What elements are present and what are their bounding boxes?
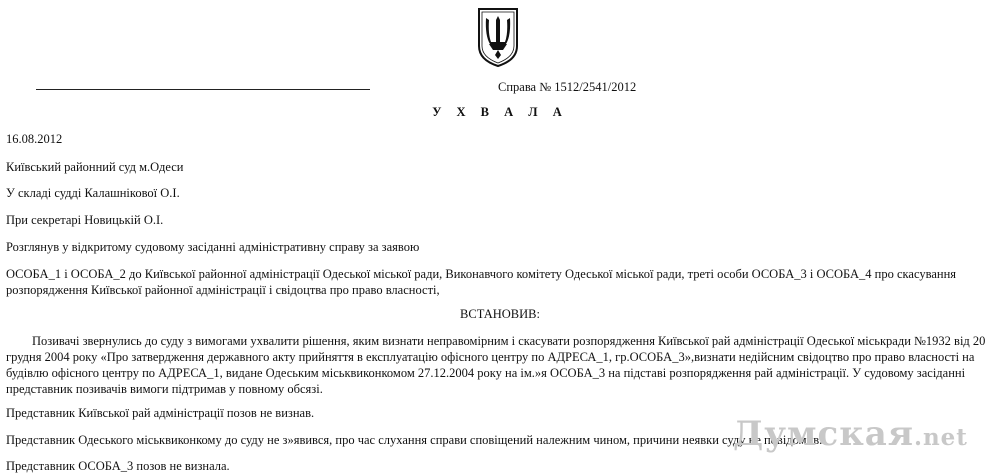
- considered-line: Розглянув у відкритому судовому засіданні адміністративну справу за заявою: [6, 240, 420, 254]
- secretary-line: При секретарі Новицькій О.І.: [6, 213, 164, 227]
- watermark-tld: .net: [913, 424, 968, 451]
- site-watermark: [733, 409, 995, 459]
- document-title: У Х В А Л А: [432, 105, 568, 119]
- watermark-name: Думская: [733, 414, 914, 454]
- court-name: Київський районний суд м.Одеси: [6, 160, 184, 174]
- judge-line: У складі судді Калашнікової О.І.: [6, 186, 180, 200]
- odesa-representative-line: Представник Одеського міськвиконкому до суду не з»явився, про час слухання справи сповіщений належним чином, причини неявки суду не повідомив.: [6, 433, 823, 447]
- decision-date: 16.08.2012: [6, 132, 63, 146]
- kyiv-representative-line: Представник Київської рай адміністрації позов не визнав.: [6, 406, 315, 420]
- header-rule: [36, 89, 370, 90]
- case-number: Справа № 1512/2541/2012: [498, 80, 637, 94]
- established-heading: ВСТАНОВИВ:: [460, 307, 540, 321]
- person3-representative-line: Представник ОСОБА_3 позов не визнала.: [6, 459, 230, 473]
- claimants-paragraph: Позивачі звернулись до суду з вимогами ухвалити рішення, яким визнати неправомірним і скасувати розпорядження Київської рай адміністрації Одеської міськради №1932 від 20 грудня 2004 року «Про затвердження державного акту прийняття в експлуатацію офісного центру по АДРЕСА_1, гр.ОСОБА_3»,визнати недійсним свідоцтво про право власності на будівлю офісного центру по АДРЕСА_1, видане Одеським міськвиконкомом 27.12.2004 року на ім.»я ОСОБА_3 на підставі розпорядження рай адміністрації. У судовому засіданні представник позивачів вимоги підтримав у повному обсязі.: [6, 334, 986, 396]
- trident-coat-of-arms-icon: [476, 6, 520, 68]
- claim-paragraph: ОСОБА_1 і ОСОБА_2 до Київської районної адміністрації Одеської міської ради, Виконавчого комітету Одеської міської ради, треті особи ОСОБА_3 і ОСОБА_4 про скасування розпорядження Київської районної адміністрації і свідоцтва про право власності,: [6, 267, 957, 297]
